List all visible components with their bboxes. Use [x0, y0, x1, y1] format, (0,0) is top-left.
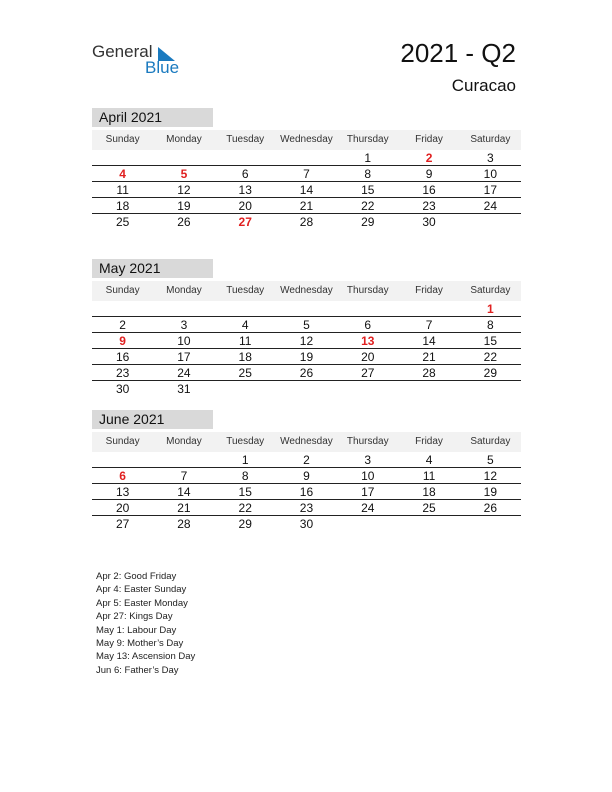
brand-word-blue: Blue: [145, 58, 180, 77]
holiday-entry: May 13: Ascension Day: [96, 651, 196, 663]
day-cell: 5: [486, 453, 494, 467]
day-cell: 29: [361, 215, 375, 229]
day-cell: 6: [241, 167, 249, 181]
holiday-day-cell: 5: [180, 167, 188, 181]
weekday-label: Thursday: [346, 436, 389, 447]
day-cell: [276, 150, 337, 165]
country-name: Curacao: [451, 76, 516, 95]
day-cell: 18: [422, 485, 436, 499]
week-row: [92, 381, 521, 397]
weekday-label: Thursday: [346, 285, 389, 296]
holiday-day-cell: 9: [119, 334, 126, 348]
week-rows: [92, 150, 521, 230]
week-row: [92, 333, 521, 349]
day-cell: 7: [303, 167, 310, 181]
day-cell: 23: [422, 199, 436, 213]
day-cell: [398, 301, 459, 316]
day-cell: 14: [422, 334, 436, 348]
day-cell: 17: [483, 183, 497, 197]
month-june: [92, 410, 521, 532]
day-cell: 30: [299, 517, 314, 531]
day-cell: 30: [115, 382, 130, 396]
weekday-header: [92, 432, 521, 452]
day-cell: [337, 301, 398, 316]
day-cell: 16: [422, 183, 436, 197]
weekday-label: Monday: [166, 285, 202, 296]
day-cell: 25: [115, 215, 130, 229]
day-cell: 28: [422, 366, 436, 380]
holiday-day-cell: 13: [361, 334, 375, 348]
day-cell: 26: [299, 366, 314, 380]
day-cell: 10: [483, 167, 497, 181]
day-cell: 22: [483, 350, 497, 364]
week-row: [92, 166, 521, 182]
day-cell: 11: [116, 183, 129, 197]
holiday-day-cell: 1: [486, 302, 494, 316]
day-cell: 28: [177, 517, 191, 531]
day-cell: 23: [115, 366, 130, 380]
day-cell: 3: [486, 151, 494, 165]
day-cell: [92, 301, 153, 316]
day-cell: 22: [238, 501, 252, 515]
day-cell: 21: [299, 199, 314, 213]
brand-word-general: General: [92, 42, 153, 61]
day-cell: 11: [238, 334, 252, 348]
day-cell: [215, 301, 276, 316]
weekday-label: Wednesday: [280, 285, 333, 296]
day-cell: 12: [483, 469, 497, 483]
holiday-entry: Apr 27: Kings Day: [96, 611, 173, 623]
day-cell: 11: [422, 469, 436, 483]
day-cell: 14: [177, 485, 191, 499]
week-row: [92, 182, 521, 198]
holiday-list: [96, 570, 195, 677]
week-row: [92, 365, 521, 381]
day-cell: 20: [361, 350, 375, 364]
day-cell: 23: [299, 501, 314, 515]
day-cell: 17: [361, 485, 375, 499]
day-cell: 15: [361, 183, 375, 197]
holiday-entry: May 1: Labour Day: [96, 624, 177, 636]
weekday-label: Monday: [166, 134, 202, 145]
day-cell: 27: [361, 366, 375, 380]
day-cell: 3: [180, 318, 188, 332]
day-cell: 29: [238, 517, 252, 531]
day-cell: 7: [425, 318, 433, 332]
day-cell: 22: [361, 199, 375, 213]
day-cell: 27: [115, 517, 130, 531]
day-cell: 8: [486, 318, 494, 332]
week-row: [92, 317, 521, 333]
day-cell: 25: [238, 366, 252, 380]
weekday-label: Wednesday: [280, 134, 333, 145]
day-cell: 13: [115, 485, 130, 499]
day-cell: 24: [483, 199, 497, 213]
weekday-label: Saturday: [470, 134, 511, 145]
month-label: April 2021: [92, 108, 213, 127]
holiday-entry: Apr 2: Good Friday: [96, 571, 177, 582]
week-rows: [92, 301, 521, 397]
weekday-label: Wednesday: [280, 436, 333, 447]
weekday-label: Friday: [415, 436, 443, 447]
month-may: [92, 259, 521, 397]
day-cell: [276, 301, 337, 316]
day-cell: 19: [177, 199, 191, 213]
weekday-header: [92, 281, 521, 301]
holiday-day-cell: 27: [238, 215, 252, 229]
day-cell: 6: [364, 318, 372, 332]
day-cell: [276, 381, 337, 397]
weekday-label: Friday: [415, 285, 443, 296]
weekday-label: Friday: [415, 134, 443, 145]
weekday-label: Thursday: [346, 134, 389, 145]
weekday-label: Sunday: [105, 134, 140, 145]
month-label: May 2021: [92, 259, 213, 278]
day-cell: 29: [483, 366, 497, 380]
day-cell: 28: [299, 215, 314, 229]
day-cell: 10: [177, 334, 191, 348]
day-cell: 30: [422, 215, 436, 229]
week-row: [92, 214, 521, 230]
holiday-day-cell: 2: [425, 151, 433, 165]
week-row: [92, 484, 521, 500]
day-cell: 15: [483, 334, 497, 348]
holiday-day-cell: 4: [119, 167, 126, 181]
weekday-label: Sunday: [105, 436, 140, 447]
weekday-label: Tuesday: [226, 436, 265, 447]
week-row: [92, 516, 521, 532]
weekday-label: Sunday: [105, 285, 140, 296]
page-title: 2021 - Q2: [400, 38, 516, 68]
day-cell: 9: [425, 167, 433, 181]
day-cell: 17: [177, 350, 191, 364]
weekday-label: Monday: [166, 436, 202, 447]
day-cell: 10: [361, 469, 375, 483]
day-cell: [460, 214, 521, 230]
day-cell: 14: [299, 183, 314, 197]
day-cell: 24: [361, 501, 375, 515]
weekday-label: Tuesday: [226, 285, 265, 296]
month-label: June 2021: [92, 410, 213, 429]
day-cell: 13: [238, 183, 252, 197]
day-cell: 2: [119, 318, 126, 332]
holiday-day-cell: 6: [119, 469, 126, 483]
day-cell: 16: [115, 350, 130, 364]
day-cell: 26: [483, 501, 497, 515]
day-cell: 24: [177, 366, 191, 380]
day-cell: [92, 452, 153, 467]
week-row: [92, 150, 521, 166]
day-cell: [215, 150, 276, 165]
day-cell: 4: [425, 453, 433, 467]
weekday-label: Saturday: [470, 285, 511, 296]
day-cell: [398, 381, 459, 397]
day-cell: 25: [422, 501, 436, 515]
day-cell: 26: [177, 215, 191, 229]
day-cell: [153, 452, 214, 467]
day-cell: 1: [241, 453, 249, 467]
day-cell: [153, 150, 214, 165]
day-cell: [337, 381, 398, 397]
month-april: [92, 108, 521, 230]
day-cell: 7: [180, 469, 188, 483]
week-row: [92, 452, 521, 468]
day-cell: 9: [303, 469, 310, 483]
day-cell: 5: [303, 318, 310, 332]
day-cell: 3: [364, 453, 372, 467]
week-row: [92, 468, 521, 484]
day-cell: 4: [241, 318, 249, 332]
week-row: [92, 500, 521, 516]
day-cell: 15: [238, 485, 252, 499]
day-cell: 12: [299, 334, 314, 348]
day-cell: 31: [177, 382, 191, 396]
day-cell: 12: [177, 183, 191, 197]
day-cell: 16: [299, 485, 314, 499]
day-cell: [153, 301, 214, 316]
holiday-entry: Apr 5: Easter Monday: [96, 597, 188, 609]
week-rows: [92, 452, 521, 532]
day-cell: 8: [241, 469, 249, 483]
day-cell: [215, 381, 276, 397]
holiday-entry: May 9: Mother’s Day: [96, 637, 184, 649]
week-row: [92, 301, 521, 317]
day-cell: [92, 150, 153, 165]
holiday-entry: Apr 4: Easter Sunday: [96, 584, 187, 596]
week-row: [92, 349, 521, 365]
brand-logo: [92, 40, 202, 80]
day-cell: 2: [303, 453, 310, 467]
day-cell: 20: [115, 501, 130, 515]
day-cell: 19: [483, 485, 497, 499]
day-cell: 8: [364, 167, 372, 181]
weekday-header: [92, 130, 521, 150]
day-cell: 18: [238, 350, 252, 364]
day-cell: 1: [364, 151, 372, 165]
day-cell: [460, 381, 521, 397]
week-row: [92, 198, 521, 214]
day-cell: 19: [299, 350, 314, 364]
holiday-entry: Jun 6: Father’s Day: [96, 664, 179, 676]
day-cell: 20: [238, 199, 252, 213]
weekday-label: Saturday: [470, 436, 511, 447]
day-cell: 21: [177, 501, 191, 515]
day-cell: 21: [422, 350, 436, 364]
day-cell: [460, 516, 521, 532]
day-cell: [337, 516, 398, 532]
day-cell: 18: [115, 199, 130, 213]
day-cell: [398, 516, 459, 532]
weekday-label: Tuesday: [226, 134, 265, 145]
